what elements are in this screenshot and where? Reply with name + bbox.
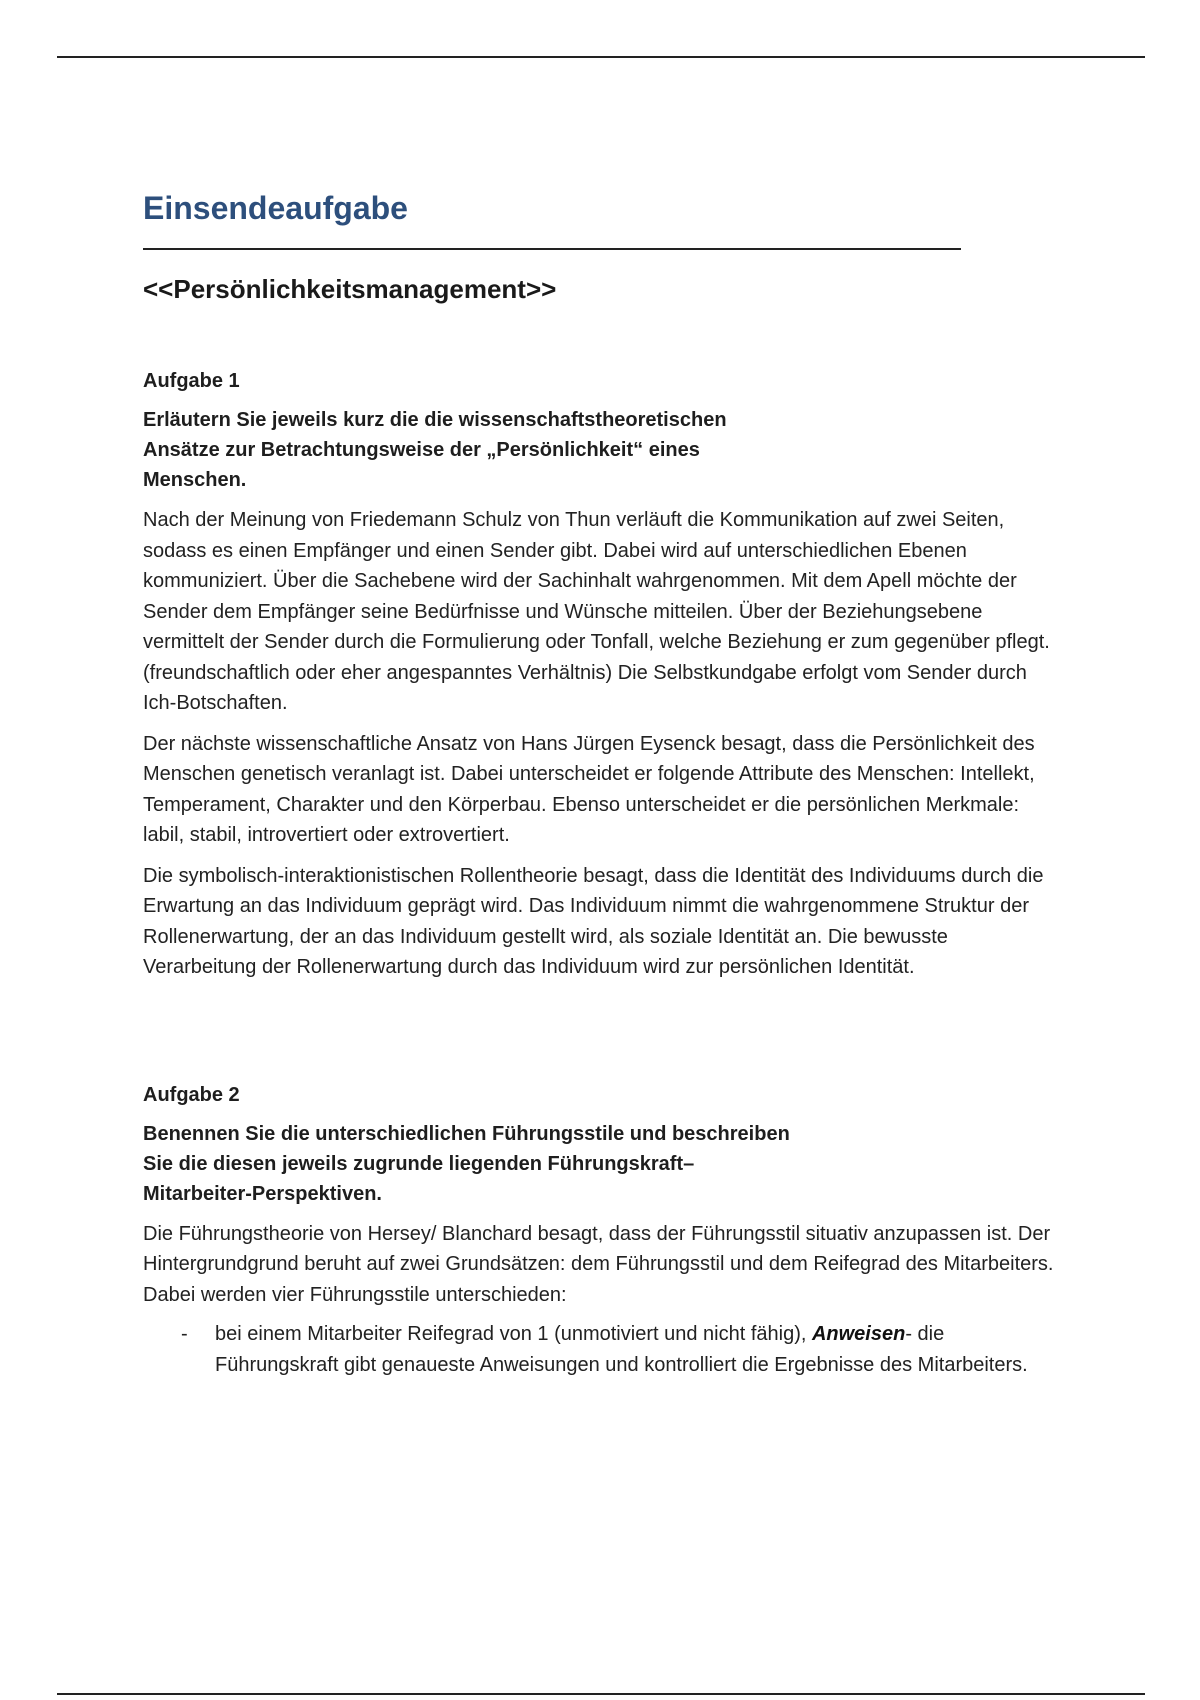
document-body — [143, 186, 1063, 1380]
task-1-paragraph-1: Nach der Meinung von Friedemann Schulz von Thun verläuft die Kommunikation auf zwei Seiten, sodass es einen Empfänger und einen Sender gibt. Dabei wird auf unterschiedlichen Ebenen kommuniziert. Über die Sachebene wird der Sachinhalt wahrgenommen. Mit dem Apell möchte der Sender dem Empfänger seine Bedürfnisse und Wünsche mitteilen. Über der Beziehungsebene vermittelt der Sender durch die Formulierung oder Tonfall, welche Beziehung er zum gegenüber pflegt. (freundschaftlich oder eher angespanntes Verhältnis) Die Selbstkundgabe erfolgt vom Sender durch Ich-Botschaften. — [143, 509, 1050, 714]
page-footer-rule — [57, 1693, 1145, 1695]
leadership-styles-list — [143, 1319, 1063, 1380]
task-1-section — [143, 366, 1063, 983]
title-underline — [143, 248, 961, 250]
bullet-text-before: bei einem Mitarbeiter Reifegrad von 1 (unmotiviert und nicht fähig), — [215, 1323, 812, 1345]
task-2-question: Benennen Sie die unterschiedlichen Führungsstile und beschreiben Sie die diesen jeweils zugrunde liegenden Führungskraft–Mitarbeiter-Perspektiven. — [143, 1122, 790, 1205]
task-1-label: Aufgabe 1 — [143, 370, 240, 392]
task-1-paragraph-2: Der nächste wissenschaftliche Ansatz von Hans Jürgen Eysenck besagt, dass die Persönlichkeit des Menschen genetisch veranlagt ist. Dabei unterscheidet er folgende Attribute des Menschen: Intellekt, Temperament, Charakter und den Körperbau. Ebenso unterscheidet er die persönlichen Merkmale: labil, stabil, introvertiert oder extrovertiert. — [143, 732, 1035, 846]
list-item — [143, 1319, 1063, 1380]
page-header-rule — [57, 56, 1145, 58]
bullet-text-after: - die Führungskraft gibt genaueste Anweisungen und kontrolliert die Ergebnisse des Mitarbeiters. — [215, 1323, 1028, 1376]
bullet-emphasis: Anweisen — [811, 1323, 906, 1345]
task-2-label: Aufgabe 2 — [143, 1083, 240, 1106]
task-1-paragraph-3: Die symbolisch-interaktionistischen Rollentheorie besagt, dass die Identität des Individuums durch die Erwartung an das Individuum geprägt wird. Das Individuum nimmt die wahrgenommene Struktur der Rollenerwartung, der an das Individuum gestellt wird, als soziale Identität an. Die bewusste Verarbeitung der Rollenerwartung durch das Individuum wird zur persönlichen Identität. — [143, 864, 1044, 978]
task-1-question: Erläutern Sie jeweils kurz die die wissenschaftstheoretischen Ansätze zur Betrachtungsweise der „Persönlichkeit“ eines Menschen. — [143, 409, 727, 491]
bullet-dash: - — [181, 1323, 188, 1345]
task-2-section — [143, 1080, 1063, 1381]
document-title: Einsendeaufgabe — [143, 190, 408, 226]
task-2-paragraph-1: Die Führungstheorie von Hersey/ Blanchard besagt, dass der Führungsstil situativ anzupassen ist. Der Hintergrundgrund beruht auf zwei Grundsätzen: dem Führungsstil und dem Reifegrad des Mitarbeiters. Dabei werden vier Führungsstile unterschieden: — [143, 1222, 1054, 1306]
document-subtitle: <<Persönlichkeitsmanagement>> — [143, 274, 557, 304]
